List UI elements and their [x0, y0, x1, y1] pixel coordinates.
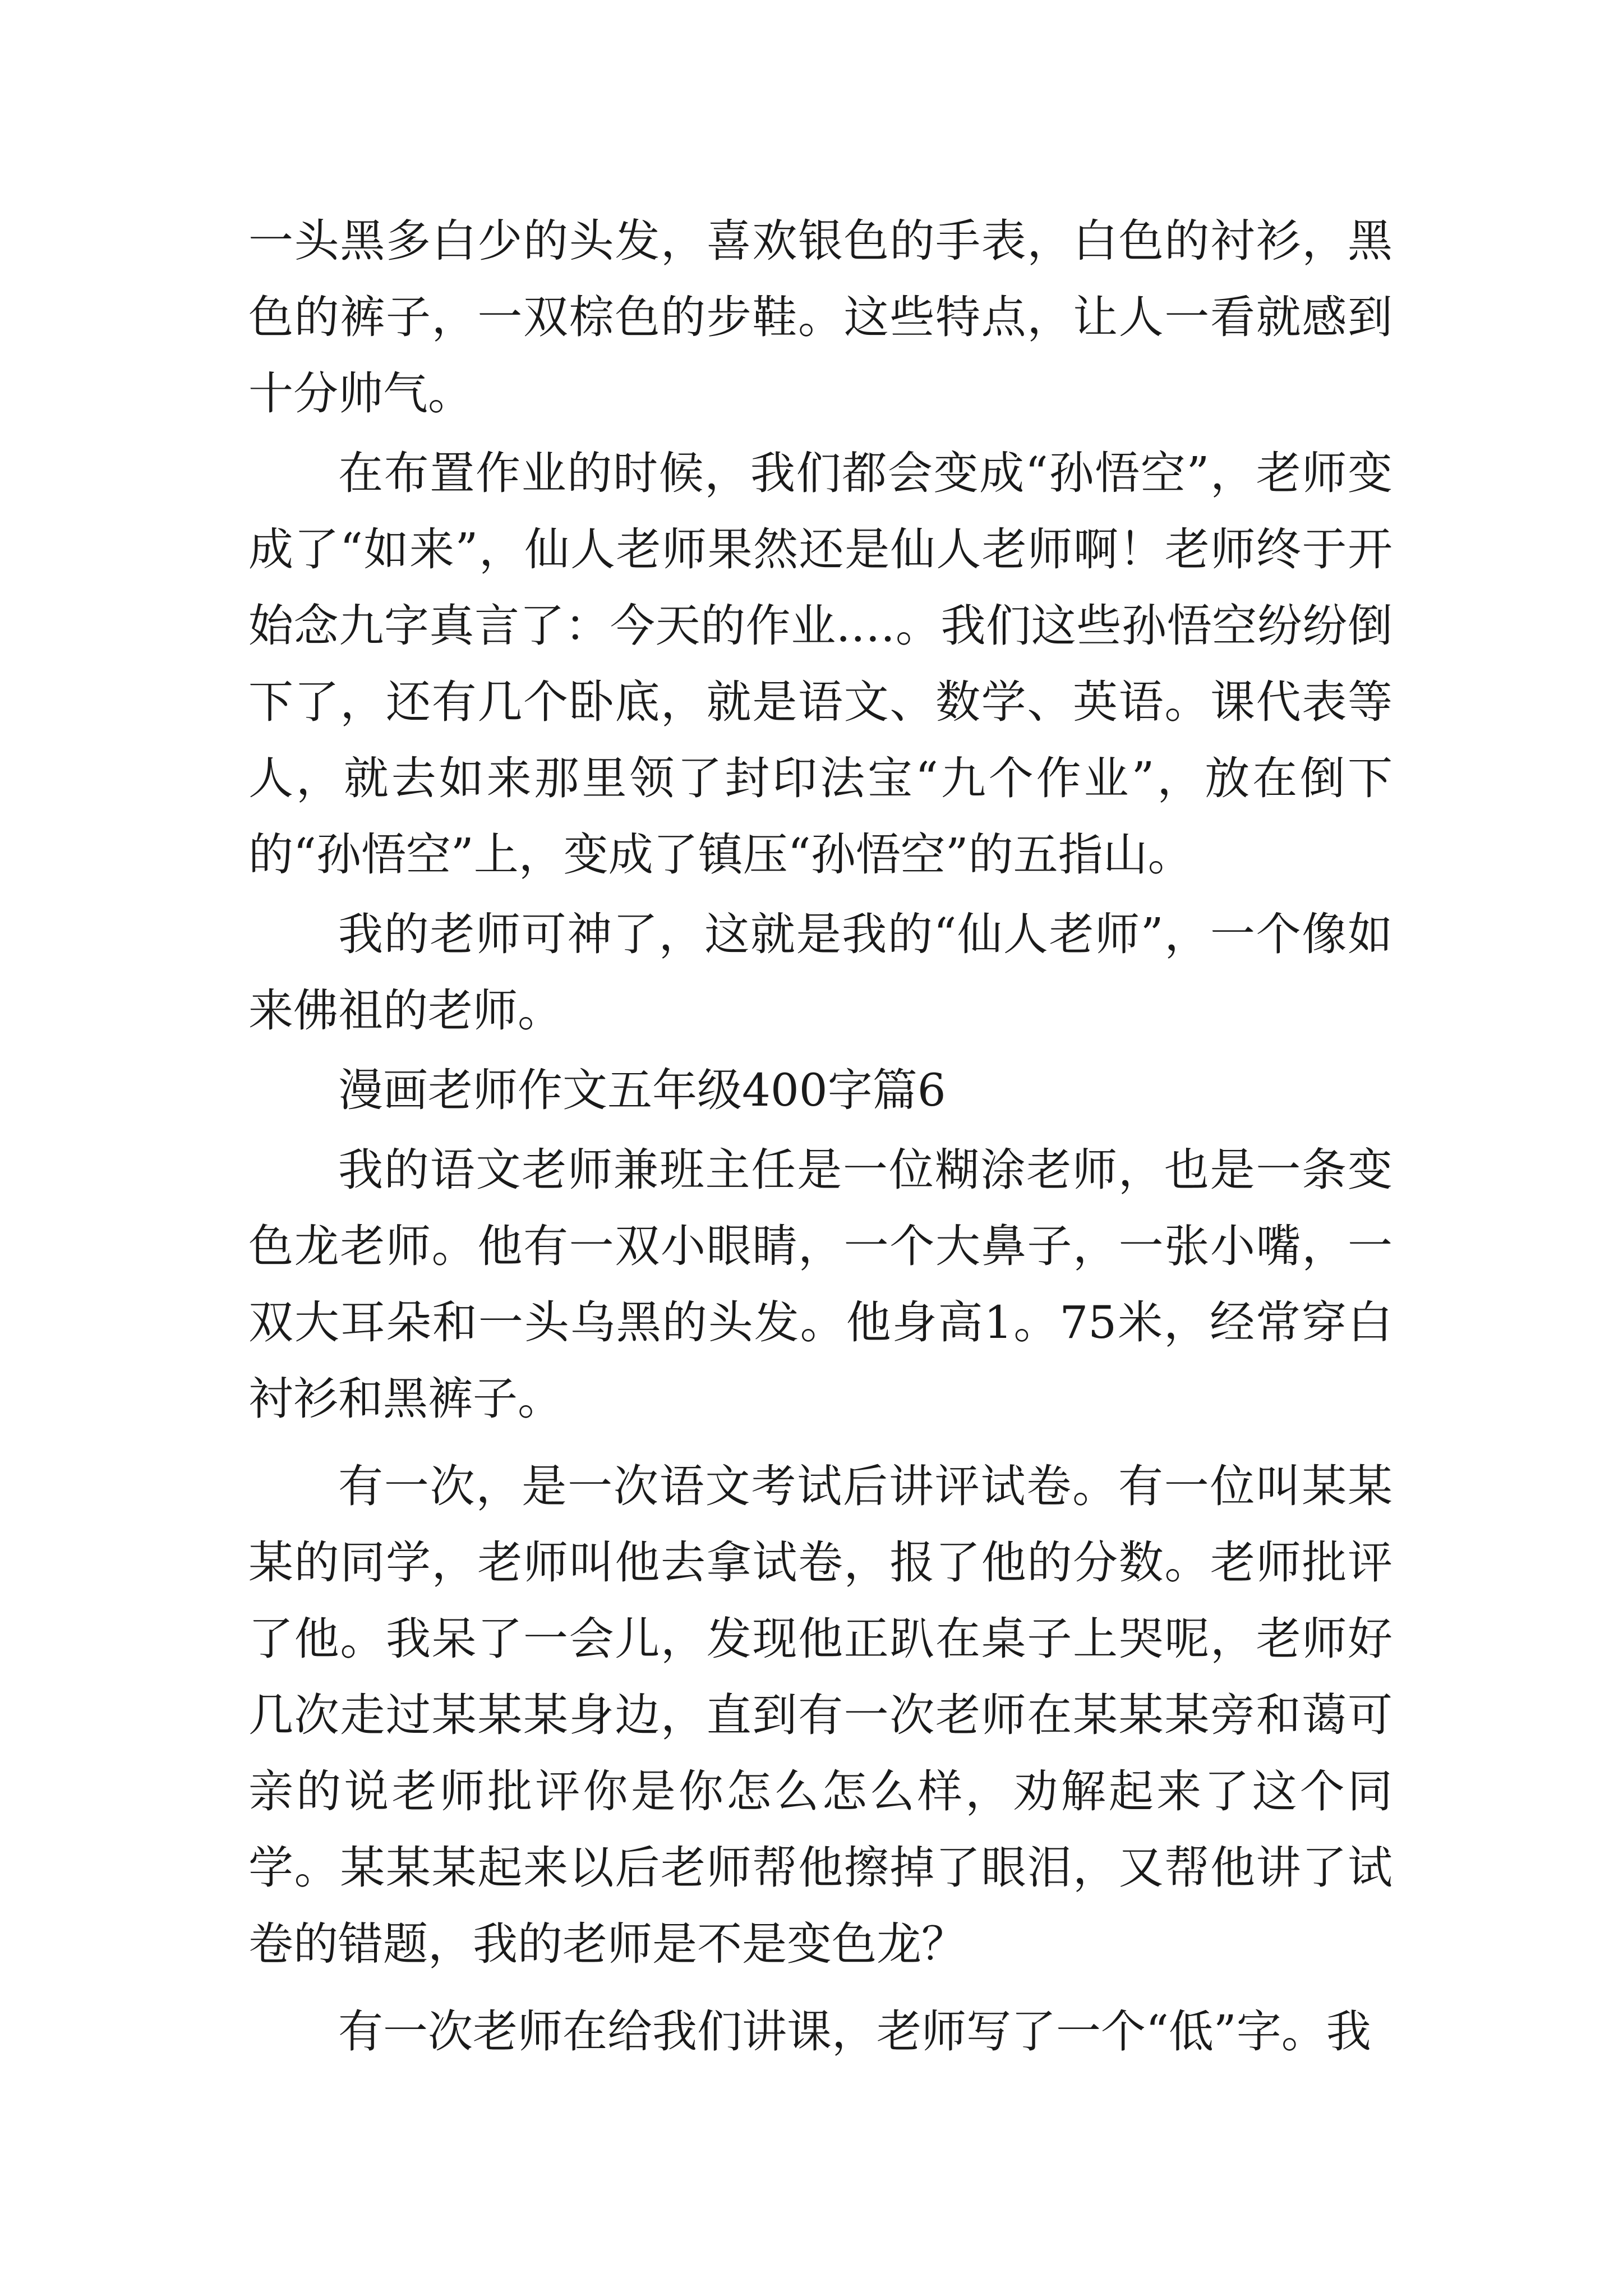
paragraph-4: 我的语文老师兼班主任是一位糊涂老师，也是一条变色龙老师。他有一双小眼睛，一个大鼻子，一张小嘴，一双大耳朵和一头乌黑的头发。他身高1。75米，经常穿白衬衫和黑裤子。 [248, 1144, 1393, 1425]
paragraph-2: 在布置作业的时候，我们都会变成“孙悟空”，老师变成了“如来”，仙人老师果然还是仙人老师啊！老师终于开始念九字真言了：今天的作业.…。我们这些孙悟空纷纷倒下了，还有几个卧底，就是语文、数学、英语。课代表等人，就去如来那里领了封印法宝“九个作业”，放在倒下的“孙悟空”上，变成了镇压“孙悟空”的五指山。 [248, 447, 1393, 881]
essay-body [248, 203, 1393, 2070]
section-heading: 漫画老师作文五年级400字篇6 [338, 1064, 946, 1116]
paragraph-3: 我的老师可神了，这就是我的“仙人老师”，一个像如来佛祖的老师。 [248, 908, 1393, 1037]
paragraph-1: 一头黑多白少的头发，喜欢银色的手表，白色的衬衫，黑色的裤子，一双棕色的步鞋。这些特点，让人一看就感到十分帅气。 [248, 215, 1393, 420]
paragraph-5: 有一次，是一次语文考试后讲评试卷。有一位叫某某某的同学，老师叫他去拿试卷，报了他的分数。老师批评了他。我呆了一会儿，发现他正趴在桌子上哭呢，老师好几次走过某某某身边，直到有一次老师在某某某旁和蔼可亲的说老师批评你是你怎么怎么样，劝解起来了这个同学。某某某起来以后老师帮他擦掉了眼泪，又帮他讲了试卷的错题，我的老师是不是变色龙？ [248, 1460, 1393, 1970]
paragraph-6: 有一次老师在给我们讲课，老师写了一个“低”字。我 [338, 2005, 1371, 2058]
